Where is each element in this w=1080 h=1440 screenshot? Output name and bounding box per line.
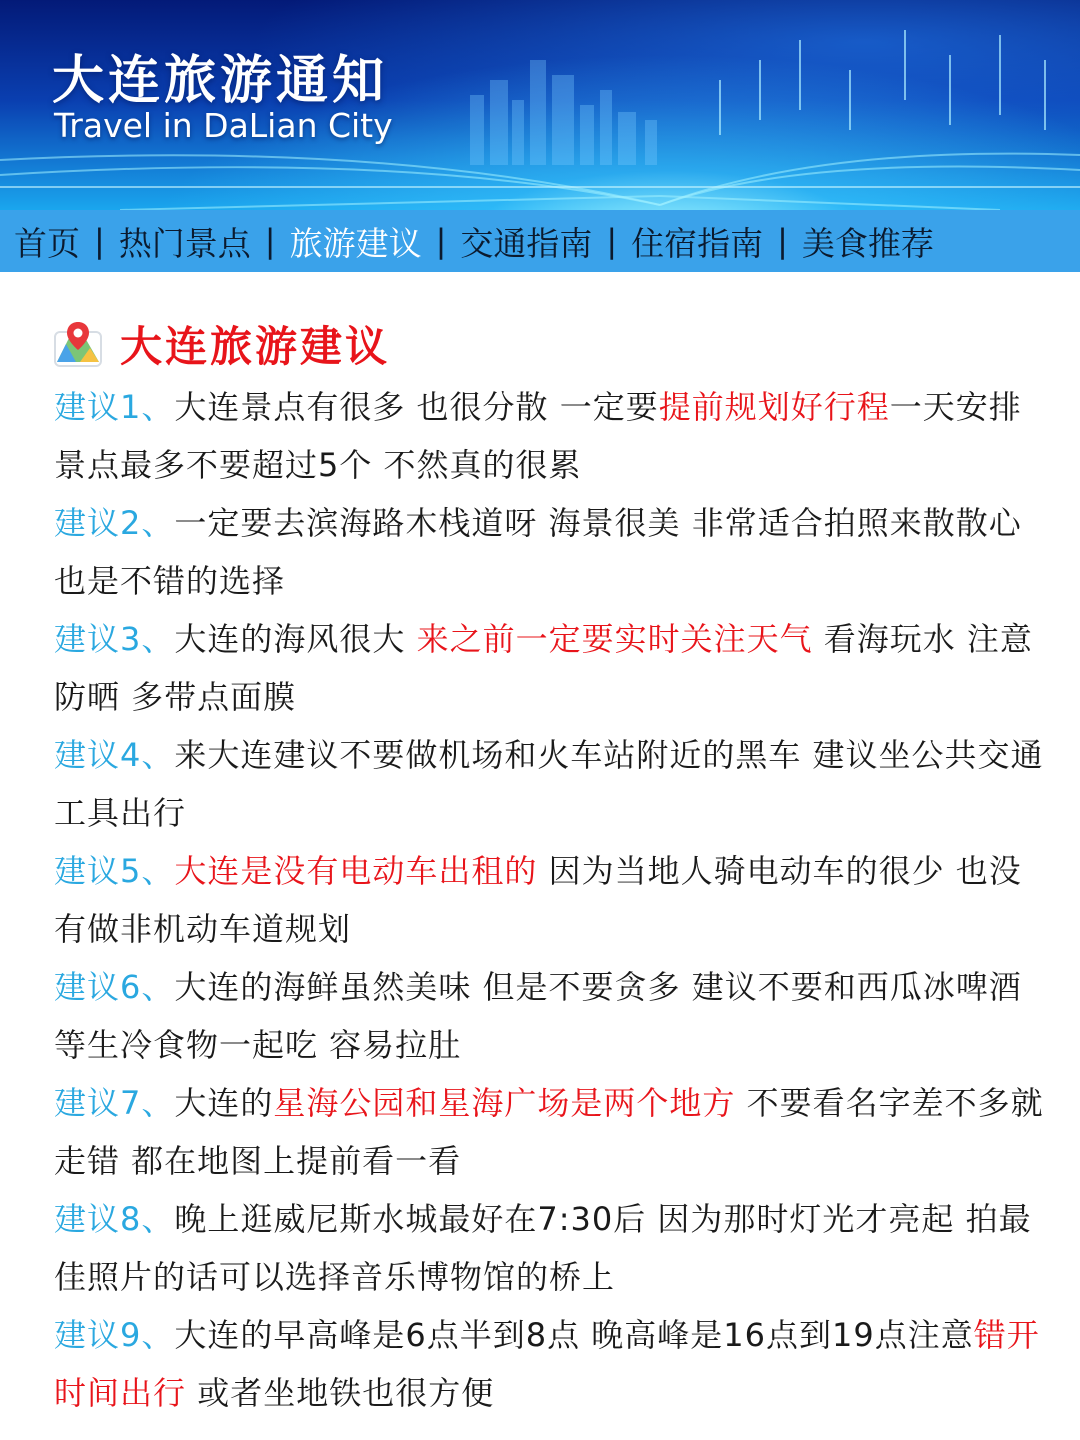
tip-item: [54, 842, 1044, 958]
tip-label: 建议8、: [54, 1200, 175, 1238]
tip-item: [54, 378, 1044, 494]
tip-text: 因为当地人骑电动车的很少 也没有做非机动车道规划: [54, 852, 1022, 948]
tip-label: 建议9、: [54, 1316, 175, 1354]
nav-item-travel-tips[interactable]: 旅游建议: [289, 223, 422, 263]
nav-separator: |: [94, 222, 105, 260]
tip-highlight-text: 来之前一定要实时关注天气: [416, 620, 813, 658]
tip-label: 建议1、: [54, 388, 175, 426]
tip-item: [54, 958, 1044, 1074]
tip-text: 大连的海鲜虽然美味 但是不要贪多 建议不要和西瓜冰啤酒等生冷食物一起吃 容易拉肚: [54, 968, 1022, 1064]
map-pin-icon: [52, 318, 104, 370]
nav-separator: |: [264, 222, 276, 260]
banner-title: 大连旅游通知: [52, 51, 389, 111]
nav-item-transport[interactable]: 交通指南: [460, 223, 593, 263]
tip-text: 来大连建议不要做机场和火车站附近的黑车 建议坐公共交通工具出行: [54, 736, 1044, 832]
section-header: [52, 314, 390, 374]
tip-highlight-text: 大连是没有电动车出租的: [174, 852, 538, 890]
tip-text: 晚上逛威尼斯水城最好在7:30后 因为那时灯光才亮起 拍最佳照片的话可以选择音乐博物馆的桥上: [54, 1200, 1032, 1296]
nav-item-attractions[interactable]: 热门景点: [118, 223, 251, 263]
tip-item: [54, 1306, 1044, 1422]
tip-text: 不要看名字差不多就走错 都在地图上提前看一看: [54, 1084, 1044, 1180]
tip-highlight-text: 错开时间出行: [54, 1316, 1040, 1412]
nav-separator: |: [606, 222, 618, 260]
header-banner: [0, 0, 1080, 210]
tip-label: 建议6、: [54, 968, 175, 1006]
nav-item-lodging[interactable]: 住宿指南: [631, 223, 764, 263]
tip-text: 一天安排景点最多不要超过5个 不然真的很累: [54, 388, 1022, 484]
nav-item-home[interactable]: 首页: [14, 223, 80, 263]
nav-separator: |: [777, 222, 788, 260]
tip-label: 建议4、: [54, 736, 175, 774]
tip-text: 大连景点有很多 也很分散 一定要: [174, 388, 659, 426]
tip-label: 建议5、: [54, 852, 175, 890]
tip-item: [54, 610, 1044, 726]
nav-item-food[interactable]: 美食推荐: [801, 223, 934, 263]
tip-item: [54, 726, 1044, 842]
tip-item: [54, 1190, 1044, 1306]
tip-item: [54, 1074, 1044, 1190]
banner-subtitle: Travel in DaLian City: [54, 106, 393, 145]
tip-text: 看海玩水 注意防晒 多带点面膜: [54, 620, 1033, 716]
tip-label: 建议7、: [54, 1084, 175, 1122]
tip-text: 或者坐地铁也很方便: [186, 1374, 495, 1412]
tip-highlight-text: 星海公园和星海广场是两个地方: [273, 1084, 736, 1122]
tip-highlight-text: 提前规划好行程: [658, 388, 890, 426]
tip-text: 大连的: [174, 1084, 274, 1122]
section-title: 大连旅游建议: [120, 322, 391, 371]
tips-list: [54, 378, 1044, 1422]
tip-text: 大连的海风很大: [174, 620, 417, 658]
nav-separator: |: [435, 222, 447, 260]
tip-label: 建议3、: [54, 620, 175, 658]
tip-item: [54, 494, 1044, 610]
tip-text: 一定要去滨海路木栈道呀 海景很美 非常适合拍照来散散心也是不错的选择: [54, 504, 1022, 600]
tip-text: 大连的早高峰是6点半到8点 晚高峰是16点到19点注意: [174, 1316, 974, 1354]
top-nav: [0, 210, 1080, 272]
tip-label: 建议2、: [54, 504, 175, 542]
